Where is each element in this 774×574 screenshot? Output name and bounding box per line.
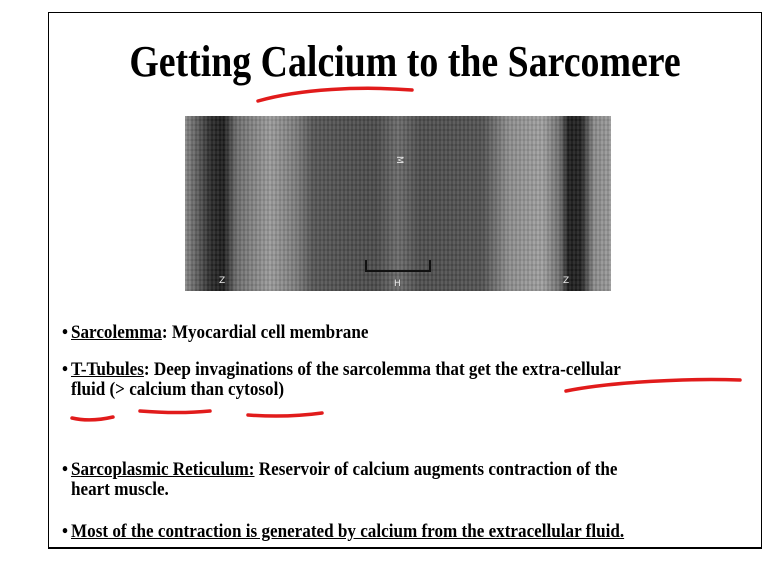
bullet-text: Most of the contraction is generated by calcium from the extracellular fluid. bbox=[71, 521, 625, 542]
bullet-extracellular: • Most of the contraction is generated by calcium from the extracellular fluid. bbox=[62, 521, 625, 542]
slide-title: Getting Calcium to the Sarcomere bbox=[129, 37, 681, 86]
z-line-label-right: Z bbox=[563, 276, 570, 286]
slide-bottom-border bbox=[48, 547, 762, 549]
bullet-t-tubules: • T-Tubules: Deep invaginations of the sarcolemma that get the extra-cellular fluid (> calcium than cytosol) bbox=[62, 359, 621, 400]
bullet-sarcoplasmic-reticulum: • Sarcoplasmic Reticulum: Reservoir of calcium augments contraction of the heart muscle. bbox=[62, 459, 618, 500]
term-sarcoplasmic-reticulum: Sarcoplasmic Reticulum: bbox=[71, 459, 255, 480]
h-zone-label: H bbox=[394, 279, 401, 289]
bullet-text: Deep invaginations of the sarcolemma that get the extra-cellular bbox=[149, 359, 621, 380]
sarcomere-micrograph bbox=[185, 116, 611, 291]
bullet-text-cont: heart muscle. bbox=[71, 479, 169, 500]
z-line-label-left: Z bbox=[219, 276, 226, 286]
bullet-text-cont: fluid (> calcium than cytosol) bbox=[71, 379, 285, 400]
bullet-text: Myocardial cell membrane bbox=[167, 322, 369, 343]
bullet-text: Reservoir of calcium augments contraction of the bbox=[254, 459, 618, 480]
m-line-label: M bbox=[394, 156, 404, 164]
term-t-tubules: T-Tubules bbox=[71, 359, 144, 380]
bullet-sarcolemma: • Sarcolemma: Myocardial cell membrane bbox=[62, 322, 369, 343]
h-zone-bracket bbox=[365, 260, 431, 272]
term-sarcolemma: Sarcolemma bbox=[71, 322, 162, 343]
